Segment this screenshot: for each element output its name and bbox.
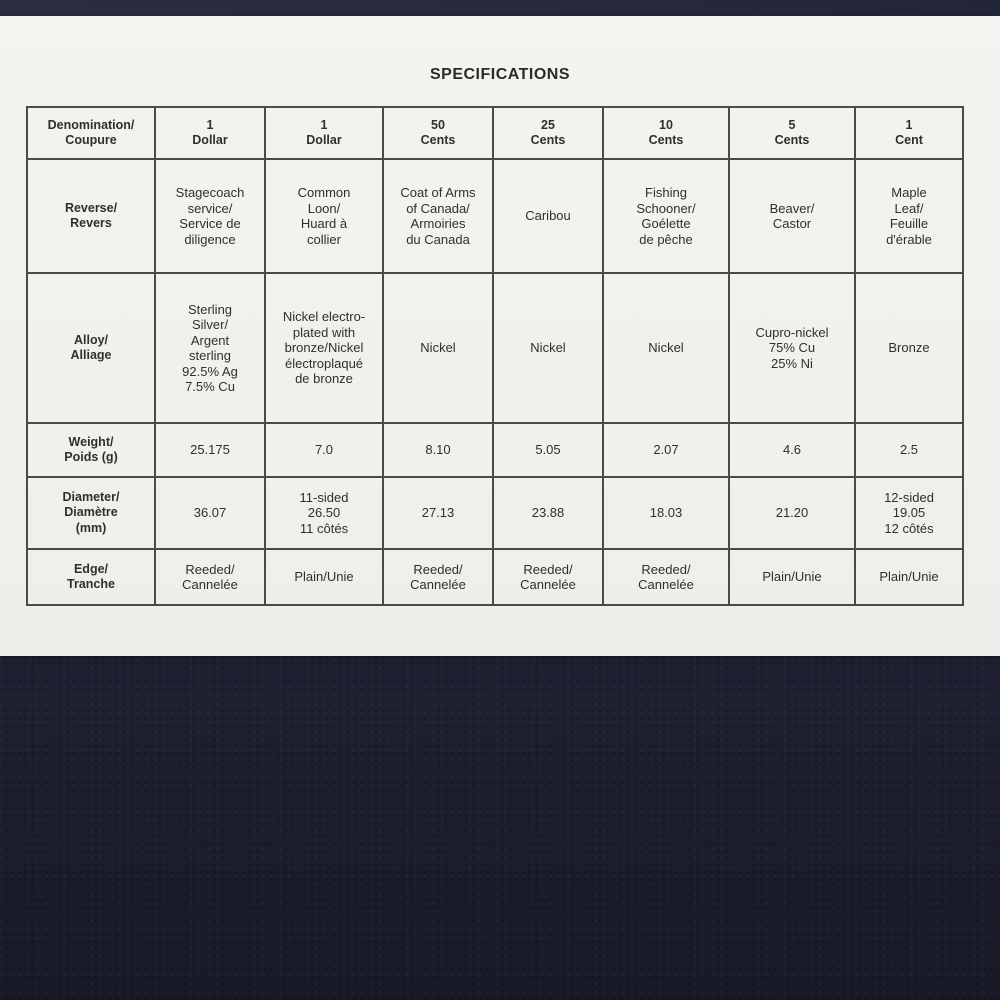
denomination-cell: 1 Cent [855, 107, 963, 159]
weight-cell: 8.10 [383, 423, 493, 477]
diameter-cell: 11-sided 26.50 11 côtés [265, 477, 383, 549]
alloy-cell: Nickel [383, 273, 493, 423]
weight-cell: 2.5 [855, 423, 963, 477]
reverse-cell: Beaver/ Castor [729, 159, 855, 273]
reverse-cell: Maple Leaf/ Feuille d'érable [855, 159, 963, 273]
denomination-cell: 1 Dollar [265, 107, 383, 159]
table-row-alloy [27, 273, 963, 423]
alloy-cell: Nickel electro- plated with bronze/Nickel électroplaqué de bronze [265, 273, 383, 423]
alloy-cell: Sterling Silver/ Argent sterling 92.5% Ag 7.5% Cu [155, 273, 265, 423]
reverse-cell: Fishing Schooner/ Goélette de pêche [603, 159, 729, 273]
row-header-weight: Weight/ Poids (g) [27, 423, 155, 477]
diameter-cell: 21.20 [729, 477, 855, 549]
weight-cell: 2.07 [603, 423, 729, 477]
weight-cell: 5.05 [493, 423, 603, 477]
reverse-cell: Common Loon/ Huard à collier [265, 159, 383, 273]
row-header-diameter: Diameter/ Diamètre (mm) [27, 477, 155, 549]
edge-cell: Reeded/ Cannelée [383, 549, 493, 605]
edge-cell: Plain/Unie [265, 549, 383, 605]
diameter-cell: 23.88 [493, 477, 603, 549]
row-header-alloy: Alloy/ Alliage [27, 273, 155, 423]
alloy-cell: Nickel [493, 273, 603, 423]
row-header-reverse: Reverse/ Revers [27, 159, 155, 273]
alloy-cell: Nickel [603, 273, 729, 423]
row-header-edge: Edge/ Tranche [27, 549, 155, 605]
denomination-cell: 1 Dollar [155, 107, 265, 159]
table-row-diameter [27, 477, 963, 549]
diameter-cell: 27.13 [383, 477, 493, 549]
table-row-edge [27, 549, 963, 605]
edge-cell: Plain/Unie [729, 549, 855, 605]
leather-background-top [0, 0, 1000, 16]
weight-cell: 4.6 [729, 423, 855, 477]
denomination-cell: 50 Cents [383, 107, 493, 159]
reverse-cell: Coat of Arms of Canada/ Armoiries du Canada [383, 159, 493, 273]
table-row-reverse [27, 159, 963, 273]
alloy-cell: Cupro-nickel 75% Cu 25% Ni [729, 273, 855, 423]
edge-cell: Reeded/ Cannelée [603, 549, 729, 605]
denomination-cell: 25 Cents [493, 107, 603, 159]
edge-cell: Plain/Unie [855, 549, 963, 605]
reverse-cell: Stagecoach service/ Service de diligence [155, 159, 265, 273]
reverse-cell: Caribou [493, 159, 603, 273]
weight-cell: 7.0 [265, 423, 383, 477]
edge-cell: Reeded/ Cannelée [155, 549, 265, 605]
alloy-cell: Bronze [855, 273, 963, 423]
diameter-cell: 18.03 [603, 477, 729, 549]
weight-cell: 25.175 [155, 423, 265, 477]
specifications-table [26, 106, 964, 606]
table-row-denomination [27, 107, 963, 159]
row-header-denomination: Denomination/ Coupure [27, 107, 155, 159]
specifications-card [0, 16, 1000, 656]
denomination-cell: 5 Cents [729, 107, 855, 159]
table-row-weight [27, 423, 963, 477]
diameter-cell: 36.07 [155, 477, 265, 549]
document-title: SPECIFICATIONS [429, 66, 571, 83]
denomination-cell: 10 Cents [603, 107, 729, 159]
edge-cell: Reeded/ Cannelée [493, 549, 603, 605]
diameter-cell: 12-sided 19.05 12 côtés [855, 477, 963, 549]
